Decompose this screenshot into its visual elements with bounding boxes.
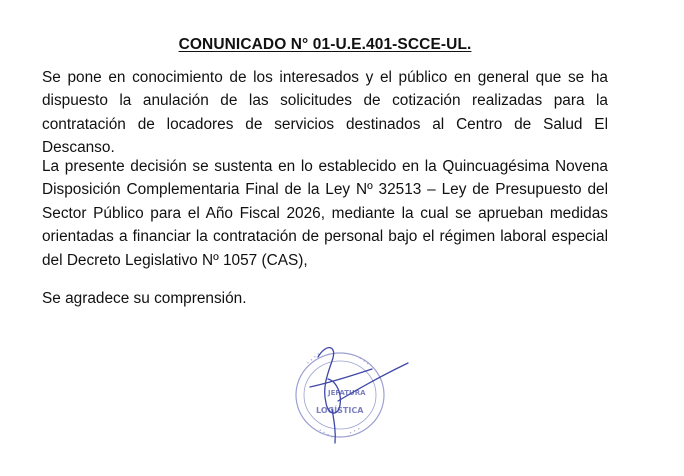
svg-text:• • • •: • • • •: [305, 351, 322, 367]
paragraph-notice: Se pone en conocimiento de los interesados y el público en general que se ha dispuesto la anulación de las solicitudes de cotización realizadas para la contratación de locadores de servicios destinados al Centro de Salud El Descanso.: [42, 69, 608, 157]
stamp-text-top: JEFATURA: [328, 389, 366, 397]
document-title: CONUNICADO N° 01-U.E.401-SCCE-UL.: [178, 36, 472, 53]
svg-text:• • • •: • • • •: [317, 427, 335, 442]
official-stamp-with-signature: [288, 335, 418, 455]
paragraph-legal-basis: La presente decisión se sustenta en lo establecido en la Quincuagésima Novena Disposición Complementaria Final de la Ley Nº 32513 – Ley de Presupuesto del Sector Público para el Año Fiscal 2026, mediante la cual se aprueban medidas orientadas a financiar la contratación de personal bajo el régimen laboral especial del Decreto Legislativo Nº 1057 (CAS),: [42, 158, 608, 269]
paragraph-closing: Se agradece su comprensión.: [42, 290, 247, 307]
stamp-text-bottom: LOGÍSTICA: [316, 406, 364, 415]
svg-text:• • •: • • •: [348, 426, 362, 437]
svg-text:• • •: • • •: [356, 355, 371, 368]
